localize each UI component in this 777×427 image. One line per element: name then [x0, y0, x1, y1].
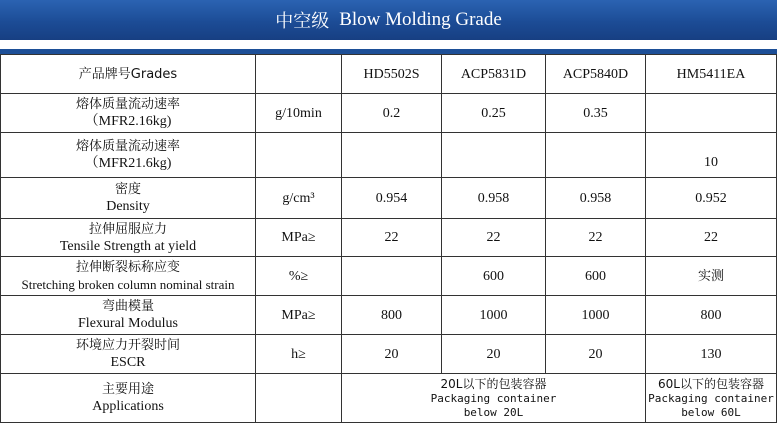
value-cell: 1000 — [546, 296, 646, 335]
applications-label-cell: 主要用途 Applications — [1, 374, 256, 423]
grade-header: ACP5831D — [442, 55, 546, 94]
property-cell: 弯曲模量 Flexural Modulus — [1, 296, 256, 335]
table-row-tensile — [1, 219, 777, 257]
unit-header-cell — [256, 55, 342, 94]
table-row-density — [1, 178, 777, 219]
unit-cell: g/10min — [256, 94, 342, 133]
value-cell — [342, 133, 442, 178]
table-row-applications — [1, 374, 777, 423]
title-en: Blow Molding Grade — [339, 9, 502, 30]
grade-header: ACP5840D — [546, 55, 646, 94]
table-row-escr — [1, 335, 777, 374]
grades-label-cell: 产品牌号Grades — [1, 55, 256, 94]
applications-group-b: 60L以下的包装容器 Packaging container below 60L — [646, 374, 777, 423]
unit-cell — [256, 374, 342, 423]
table-row-mfr216-21 — [1, 133, 777, 178]
value-cell: 22 — [342, 219, 442, 257]
value-cell — [442, 133, 546, 178]
unit-cell: g/cm³ — [256, 178, 342, 219]
table-row-mfr216 — [1, 94, 777, 133]
value-cell: 20 — [442, 335, 546, 374]
unit-cell: MPa≥ — [256, 296, 342, 335]
table-row-flexural — [1, 296, 777, 335]
spec-table — [0, 54, 777, 423]
value-cell: 22 — [646, 219, 777, 257]
property-cell: 拉伸断裂标称应变 Stretching broken column nominal strain — [1, 257, 256, 296]
value-cell: 600 — [442, 257, 546, 296]
value-cell: 1000 — [442, 296, 546, 335]
value-cell: 22 — [442, 219, 546, 257]
value-cell: 实测 — [646, 257, 777, 296]
value-cell — [342, 257, 442, 296]
value-cell: 800 — [342, 296, 442, 335]
property-cell: 熔体质量流动速率 （MFR2.16kg) — [1, 94, 256, 133]
value-cell: 20 — [546, 335, 646, 374]
value-cell: 0.952 — [646, 178, 777, 219]
property-cell: 熔体质量流动速率 （MFR21.6kg) — [1, 133, 256, 178]
applications-group-a: 20L以下的包装容器 Packaging container below 20L — [342, 374, 646, 423]
unit-cell — [256, 133, 342, 178]
property-cell: 密度 Density — [1, 178, 256, 219]
value-cell: 22 — [546, 219, 646, 257]
unit-cell: %≥ — [256, 257, 342, 296]
property-cell: 拉伸屈服应力 Tensile Strength at yield — [1, 219, 256, 257]
value-cell: 0.35 — [546, 94, 646, 133]
title-cn: 中空级 — [275, 11, 330, 32]
header-row — [1, 55, 777, 94]
unit-cell: MPa≥ — [256, 219, 342, 257]
value-cell: 600 — [546, 257, 646, 296]
value-cell: 0.2 — [342, 94, 442, 133]
value-cell — [646, 94, 777, 133]
value-cell: 800 — [646, 296, 777, 335]
table-row-strain — [1, 257, 777, 296]
value-cell: 0.958 — [546, 178, 646, 219]
property-cell: 环境应力开裂时间 ESCR — [1, 335, 256, 374]
unit-cell: h≥ — [256, 335, 342, 374]
value-cell: 130 — [646, 335, 777, 374]
value-cell: 0.954 — [342, 178, 442, 219]
value-cell: 0.958 — [442, 178, 546, 219]
value-cell: 20 — [342, 335, 442, 374]
grade-header: HD5502S — [342, 55, 442, 94]
grade-header: HM5411EA — [646, 55, 777, 94]
value-cell — [546, 133, 646, 178]
title-banner — [0, 0, 777, 40]
value-cell: 0.25 — [442, 94, 546, 133]
value-cell: 10 — [646, 133, 777, 178]
